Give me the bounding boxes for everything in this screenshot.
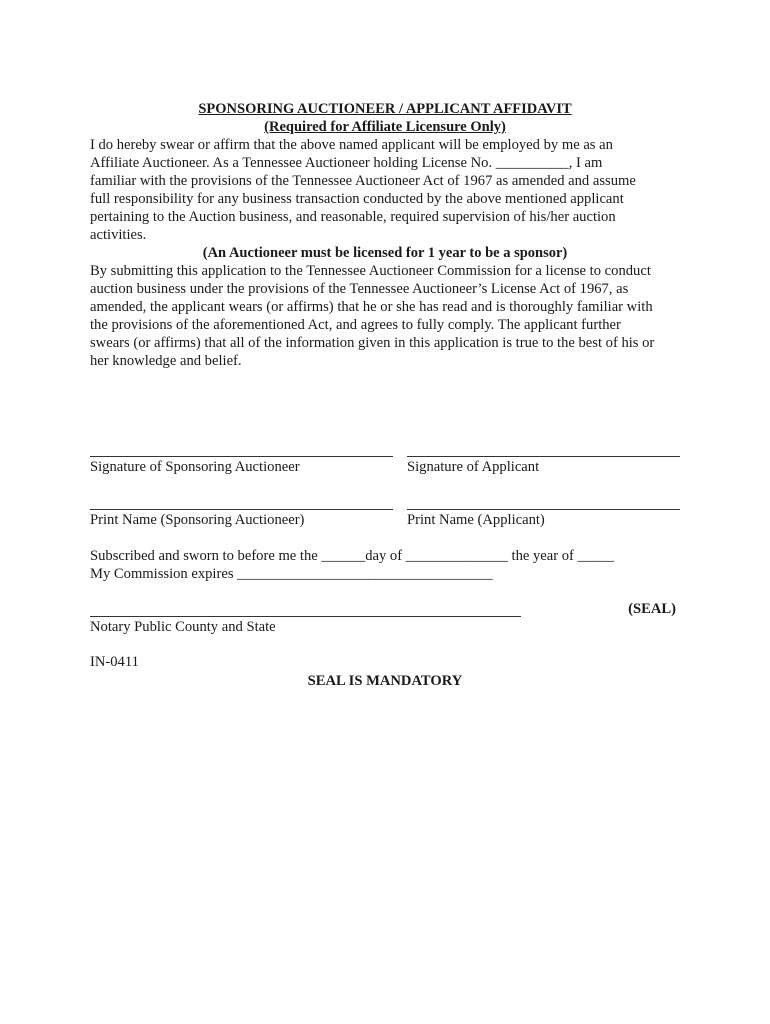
sponsor-print-name-line[interactable] <box>90 509 393 510</box>
document-subtitle: (Required for Affiliate Licensure Only) <box>264 119 506 135</box>
applicant-print-name-line[interactable] <box>407 509 680 510</box>
form-number: IN-0411 <box>90 654 139 670</box>
applicant-print-name-label: Print Name (Applicant) <box>407 512 545 528</box>
sponsor-print-name-label: Print Name (Sponsoring Auctioneer) <box>90 512 305 528</box>
document-title: SPONSORING AUCTIONEER / APPLICANT AFFIDAVIT <box>198 101 572 117</box>
notary-public-label: Notary Public County and State <box>90 619 276 635</box>
seal-label: (SEAL) <box>628 601 676 617</box>
sponsor-affirmation-paragraph: I do hereby swear or affirm that the above named applicant will be employed by me as an Affiliate Auctioneer. As a Tennessee Auctioneer holding License No. __________, I am familiar with the provisions of the Tennessee Auctioneer Act of 1967 as amended and assume full responsibility for any business transaction conducted by the above mentioned applicant pertaining to the Auction business, and reasonable, required supervision of his/her auction activities. <box>90 137 636 243</box>
applicant-signature-label: Signature of Applicant <box>407 459 540 475</box>
applicant-signature-line[interactable] <box>407 456 680 457</box>
subscribed-sworn-line[interactable]: Subscribed and sworn to before me the ______day of ______________ the year of _____ <box>90 548 615 564</box>
notary-signature-line[interactable] <box>90 616 521 617</box>
sponsor-requirement-note: (An Auctioneer must be licensed for 1 year to be a sponsor) <box>202 245 568 261</box>
commission-expires-line[interactable]: My Commission expires ___________________________________ <box>90 566 493 582</box>
seal-mandatory-note: SEAL IS MANDATORY <box>307 673 463 689</box>
sponsor-signature-line[interactable] <box>90 456 393 457</box>
sponsor-signature-label: Signature of Sponsoring Auctioneer <box>90 459 300 475</box>
applicant-affirmation-paragraph: By submitting this application to the Tennessee Auctioneer Commission for a license to conduct auction business under the provisions of the Tennessee Auctioneer’s License Act of 1967, as amended, the applicant wears (or affirms) that he or she has read and is thoroughly familiar with the provisions of the aforementioned Act, and agrees to fully comply. The applicant further swears (or affirms) that all of the information given in this application is true to the best of his or her knowledge and belief. <box>90 263 655 369</box>
